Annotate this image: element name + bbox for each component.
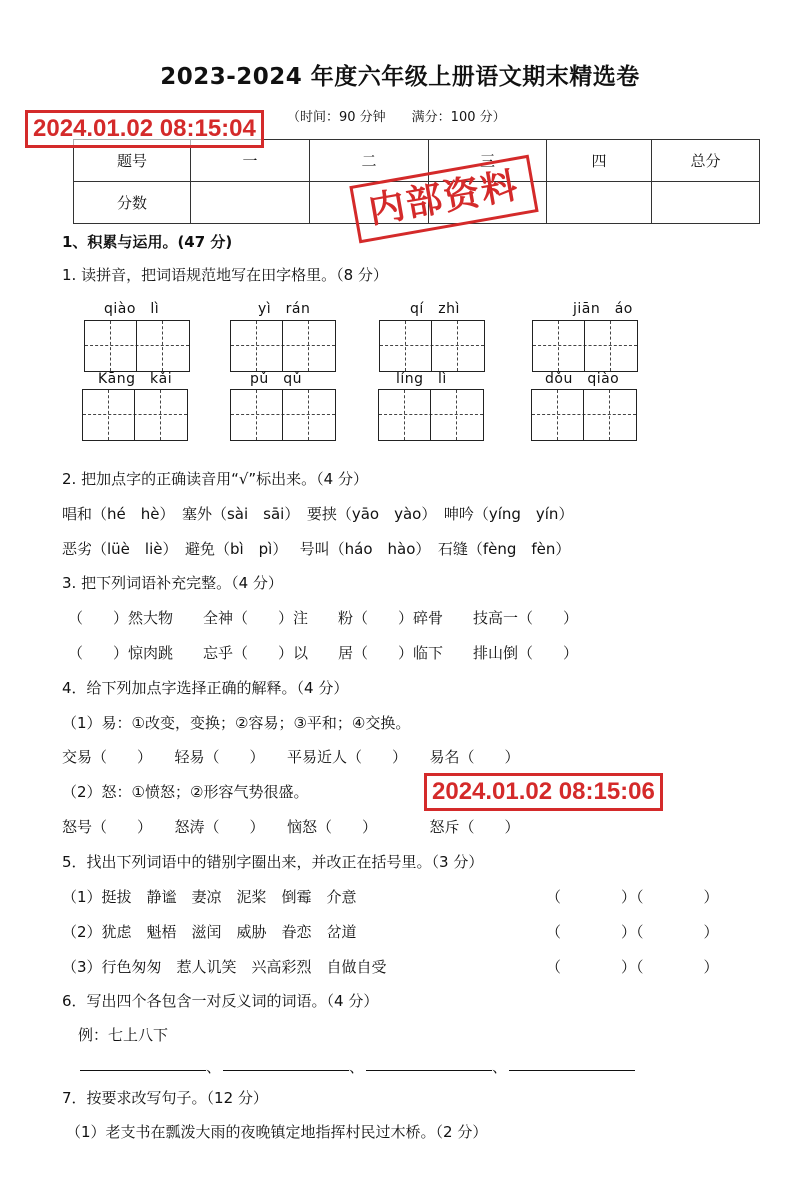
- question-4-sub: （1）易：①改变，变换；②容易；③平和；④交换。: [62, 714, 411, 732]
- pinyin-label: Kāng kǎi: [98, 371, 173, 387]
- writing-grid[interactable]: [84, 320, 190, 372]
- question-2-line: 唱和（hé hè） 塞外（sài sāi） 要挟（yāo yào） 呻吟（yíng yín）: [62, 505, 574, 523]
- answer-blanks[interactable]: （ ）（ ）: [546, 888, 719, 906]
- separator: 、: [206, 1058, 222, 1076]
- question-4-items: 怒号（ ） 怒涛（ ） 恼怒（ ） 怒斥（ ）: [62, 818, 520, 836]
- question-7-prompt: 7．按要求改写句子。（12 分）: [62, 1089, 268, 1107]
- page-title: 2023-2024 年度六年级上册语文期末精选卷: [160, 64, 640, 90]
- pinyin-label: yì rán: [258, 301, 311, 317]
- timestamp-stamp-mid: 2024.01.02 08:15:06: [424, 773, 663, 811]
- writing-grid[interactable]: [532, 320, 638, 372]
- pinyin-label: líng lì: [396, 371, 447, 387]
- question-2-line: 恶劣（lüè liè） 避免（bì pì） 号叫（háo hào） 石缝（fèng fèn）: [62, 540, 571, 558]
- question-3-prompt: 3. 把下列词语补充完整。（4 分）: [62, 574, 283, 592]
- separator: 、: [492, 1058, 508, 1076]
- pinyin-label: qiào lì: [104, 301, 160, 317]
- section-heading: 1、积累与运用。(47 分): [62, 233, 233, 251]
- pinyin-label: qí zhì: [410, 301, 460, 317]
- table-row-label: 分数: [74, 182, 191, 224]
- timestamp-stamp-top: 2024.01.02 08:15:04: [25, 110, 264, 148]
- answer-line[interactable]: [223, 1070, 349, 1071]
- question-5-prompt: 5．找出下列词语中的错别字圈出来，并改正在括号里。（3 分）: [62, 853, 484, 871]
- table-header-cell: 二: [310, 140, 429, 182]
- exam-info: （时间：90 分钟 满分：100 分）: [287, 110, 506, 125]
- writing-grid[interactable]: [230, 320, 336, 372]
- writing-grid[interactable]: [531, 389, 637, 441]
- writing-grid[interactable]: [230, 389, 336, 441]
- question-3-line: （ ）然大物 全神（ ）注 粉（ ）碎骨 技高一（ ）: [68, 609, 579, 627]
- answer-line[interactable]: [366, 1070, 492, 1071]
- question-4-sub: （2）怒：①愤怒；②形容气势很盛。: [62, 783, 309, 801]
- answer-blanks[interactable]: （ ）（ ）: [546, 958, 719, 976]
- question-5-line: （1）挺拔 静谧 妻凉 泥桨 倒霉 介意: [62, 888, 357, 906]
- table-header-cell: 题号: [74, 140, 191, 182]
- writing-grid[interactable]: [379, 320, 485, 372]
- pinyin-label: pǔ qǔ: [250, 371, 303, 387]
- question-5-line: （3）行色匆匆 惹人讥笑 兴高彩烈 自做自受: [62, 958, 387, 976]
- question-1-prompt: 1. 读拼音，把词语规范地写在田字格里。（8 分）: [62, 266, 388, 284]
- pinyin-label: dǒu qiào: [545, 371, 620, 387]
- question-6-example: 例：七上八下: [78, 1026, 169, 1044]
- score-cell: [191, 182, 310, 224]
- score-cell: [547, 182, 652, 224]
- writing-grid[interactable]: [378, 389, 484, 441]
- question-5-line: （2）犹虑 魁梧 滋闰 威胁 眷恋 岔道: [62, 923, 357, 941]
- writing-grid[interactable]: [82, 389, 188, 441]
- table-header-cell: 四: [547, 140, 652, 182]
- table-header-cell: 三: [429, 140, 547, 182]
- question-2-prompt: 2. 把加点字的正确读音用“√”标出来。（4 分）: [62, 470, 368, 488]
- answer-blanks[interactable]: （ ）（ ）: [546, 923, 719, 941]
- question-7-sub: （1）老支书在瓢泼大雨的夜晚镇定地指挥村民过木桥。（2 分）: [66, 1123, 488, 1141]
- question-4-prompt: 4．给下列加点字选择正确的解释。（4 分）: [62, 679, 349, 697]
- table-header-cell: 一: [191, 140, 310, 182]
- question-3-line: （ ）惊肉跳 忘乎（ ）以 居（ ）临下 排山倒（ ）: [68, 644, 579, 662]
- question-4-items: 交易（ ） 轻易（ ） 平易近人（ ） 易名（ ）: [62, 748, 520, 766]
- answer-line[interactable]: [80, 1070, 206, 1071]
- separator: 、: [349, 1058, 365, 1076]
- score-cell: [652, 182, 760, 224]
- internal-material-stamp: 内部资料: [349, 155, 538, 244]
- table-header-cell: 总分: [652, 140, 760, 182]
- pinyin-label: jiān áo: [573, 301, 633, 317]
- answer-line[interactable]: [509, 1070, 635, 1071]
- question-6-prompt: 6．写出四个各包含一对反义词的词语。（4 分）: [62, 992, 379, 1010]
